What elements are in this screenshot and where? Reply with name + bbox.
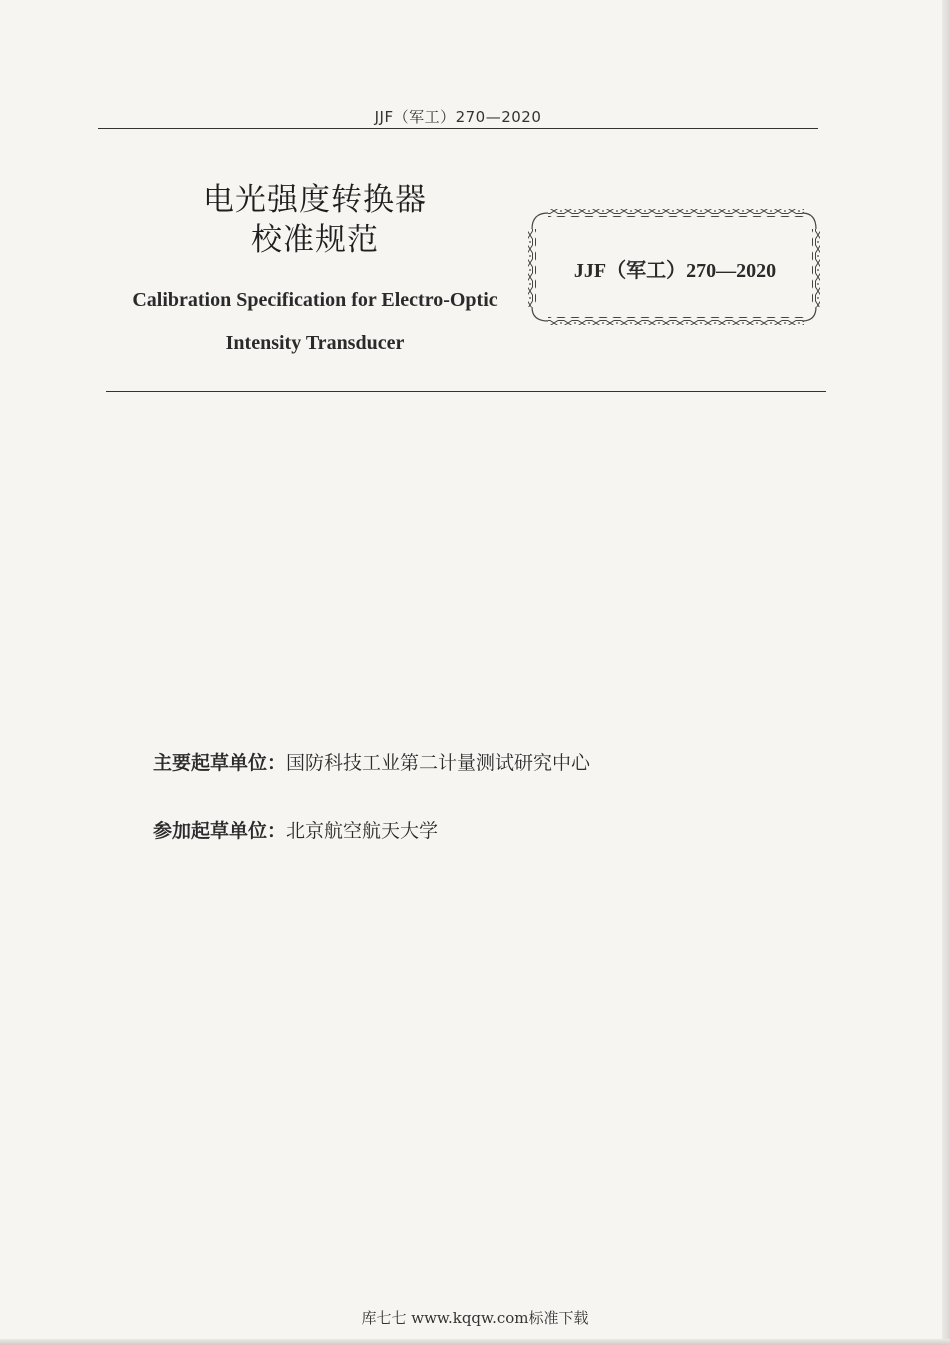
chinese-title bbox=[110, 180, 520, 260]
english-title-line-1: Calibration Specification for Electro-Optic bbox=[132, 289, 498, 311]
participating-drafting-unit-label: 参加起草单位： bbox=[153, 820, 287, 842]
participating-drafting-unit bbox=[153, 816, 438, 843]
footer-watermark: 库七七 www.kqqw.com标准下载 bbox=[361, 1309, 589, 1327]
participating-drafting-unit-value: 北京航空航天大学 bbox=[286, 820, 439, 842]
main-drafting-unit-value: 国防科技工业第二计量测试研究中心 bbox=[286, 752, 591, 774]
standard-code: JJF（军工）270—2020 bbox=[573, 260, 777, 282]
page-edge-shadow bbox=[942, 0, 950, 1345]
running-header-code: JJF（军工）270—2020 bbox=[374, 108, 542, 126]
main-drafting-unit-label: 主要起草单位： bbox=[153, 752, 287, 774]
chinese-title-line-1: 电光强度转换器 bbox=[203, 182, 427, 218]
chinese-title-line-2: 校准规范 bbox=[251, 222, 379, 258]
english-title bbox=[110, 279, 520, 365]
page-bottom-shadow bbox=[0, 1339, 950, 1345]
title-separator-rule bbox=[106, 391, 826, 392]
main-drafting-unit bbox=[153, 748, 590, 775]
standard-code-frame bbox=[526, 207, 824, 329]
header-rule bbox=[98, 128, 818, 129]
english-title-line-2: Intensity Transducer bbox=[225, 332, 405, 354]
